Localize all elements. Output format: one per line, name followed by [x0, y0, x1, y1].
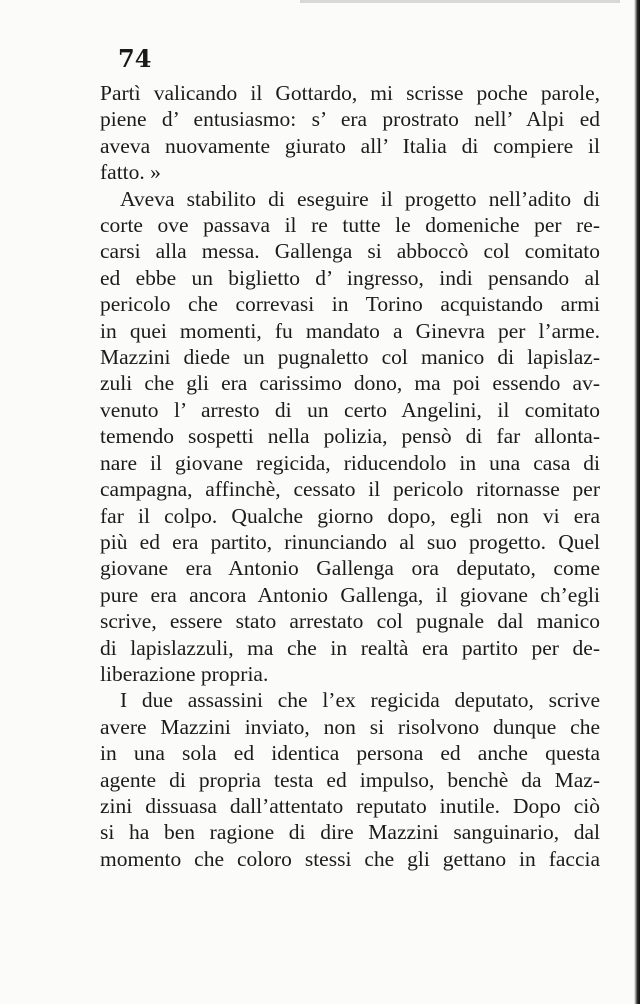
text-line: scrive, essere stato arrestato col pugnale dal manico — [100, 609, 600, 634]
text-line: Mazzini diede un pugnaletto col manico di lapislaz- — [100, 345, 600, 370]
text-line: avere Mazzini inviato, non si risolvono dunque che — [100, 714, 600, 739]
text-line: di lapislazzuli, ma che in realtà era partito per de- — [100, 635, 600, 660]
text-line: momento che coloro stessi che gli gettano in faccia — [100, 846, 600, 871]
text-line: pericolo che correvasi in Torino acquistando armi — [100, 292, 600, 317]
text-line: zuli che gli era carissimo dono, ma poi essendo av- — [100, 371, 600, 396]
text-line: liberazione propria. — [100, 661, 269, 686]
text-line: corte ove passava il re tutte le domeniche per re- — [100, 213, 600, 238]
text-line: carsi alla messa. Gallenga si abboccò col comitato — [100, 239, 600, 264]
text-line: in quei momenti, fu mandato a Ginevra per l’arme. — [100, 318, 600, 343]
text-line: agente di propria testa ed impulso, benchè da Maz- — [100, 767, 600, 792]
text-line: nare il giovane regicida, riducendolo in una casa di — [100, 450, 600, 475]
text-line: Partì valicando il Gottardo, mi scrisse poche parole, — [100, 81, 600, 105]
text-line: aveva nuovamente giurato all’ Italia di compiere il — [100, 133, 600, 158]
text-line: piene d’ entusiasmo: s’ era prostrato nell’ Alpi ed — [100, 107, 600, 132]
text-line: I due assassini che l’ex regicida deputato, scrive — [120, 688, 600, 713]
text-line: fatto. » — [100, 160, 161, 185]
body-text — [100, 80, 600, 872]
text-line: giovane era Antonio Gallenga ora deputato, come — [100, 556, 600, 581]
text-line: ed ebbe un biglietto d’ ingresso, indi pensando al — [100, 265, 600, 290]
page-top-edge — [300, 0, 620, 3]
text-line: temendo sospetti nella polizia, pensò di far allonta- — [100, 424, 600, 449]
page-number: 74 — [118, 44, 152, 73]
text-line: far il colpo. Qualche giorno dopo, egli non vi era — [100, 503, 600, 528]
text-line: pure era ancora Antonio Gallenga, il giovane ch’egli — [100, 582, 600, 607]
text-line: venuto l’ arresto di un certo Angelini, il comitato — [100, 397, 600, 422]
text-line: in una sola ed identica persona ed anche questa — [100, 741, 600, 766]
page-right-edge — [634, 0, 640, 1004]
text-line: si ha ben ragione di dire Mazzini sanguinario, dal — [100, 820, 600, 845]
text-line: Aveva stabilito di eseguire il progetto nell’adito di — [120, 186, 600, 211]
text-line: zini dissuasa dall’attentato reputato inutile. Dopo ciò — [100, 793, 600, 818]
text-line: più ed era partito, rinunciando al suo progetto. Quel — [100, 529, 600, 554]
text-line: campagna, affinchè, cessato il pericolo ritornasse per — [100, 477, 600, 502]
